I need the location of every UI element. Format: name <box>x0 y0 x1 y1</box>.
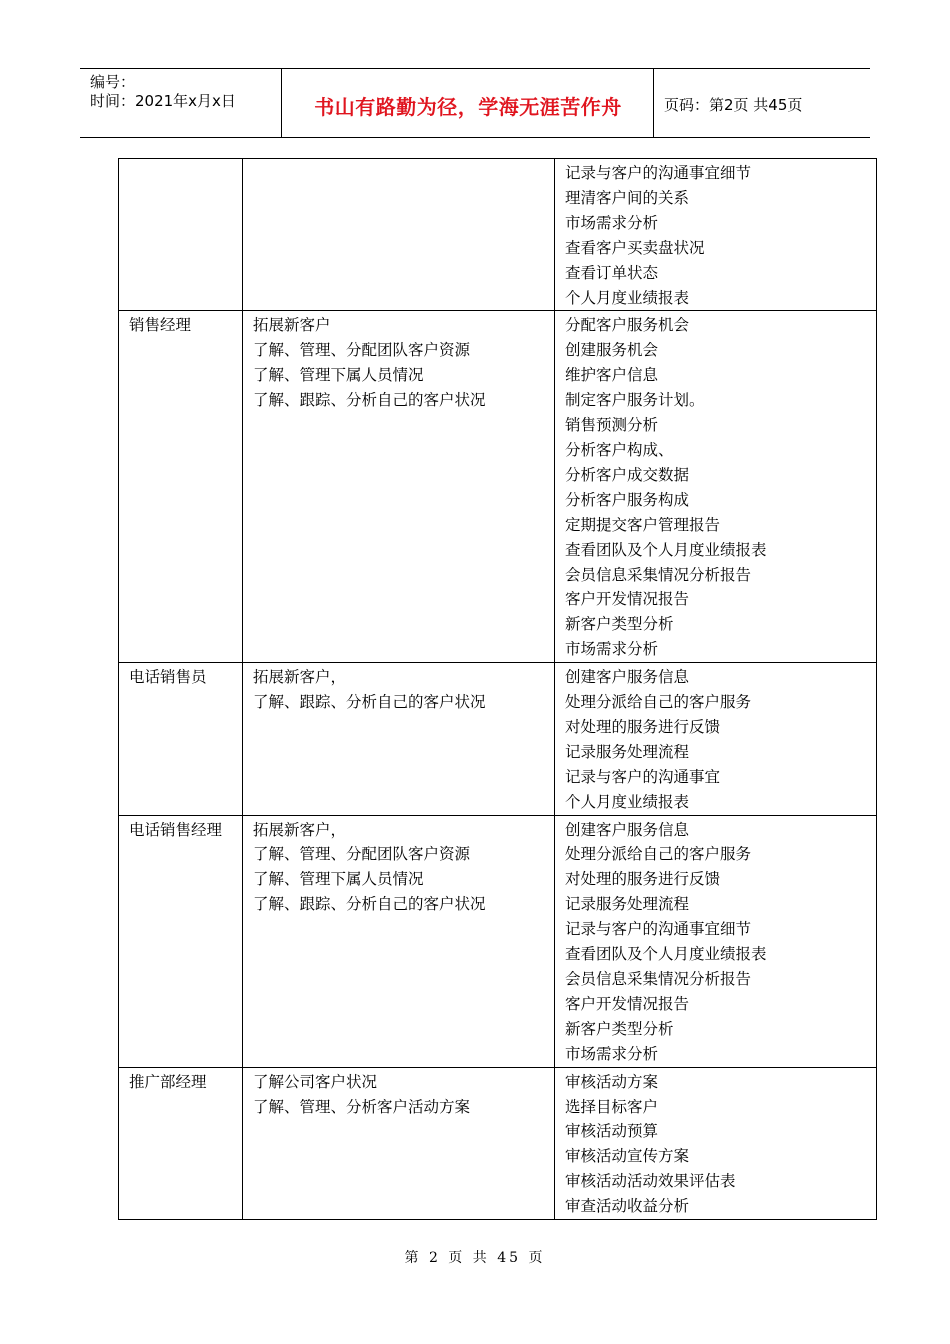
goal-item: 了解、管理、分析客户活动方案 <box>253 1097 471 1116</box>
goal-item: 拓展新客户， <box>253 820 347 839</box>
functions-cell <box>555 311 877 663</box>
function-item: 新客户类型分析 <box>565 615 674 634</box>
function-item: 创建服务机会 <box>565 341 659 360</box>
function-item: 处理分派给自己的客户服务 <box>565 693 752 712</box>
functions-cell <box>555 1067 877 1219</box>
role-name: 销售经理 <box>129 316 192 335</box>
role-function-table <box>118 158 877 1220</box>
goal-item: 了解、跟踪、分析自己的客户状况 <box>253 391 486 410</box>
function-item: 制定客户服务计划。 <box>565 391 705 410</box>
goals-cell <box>243 663 555 815</box>
page-footer: 第 2 页 共 45 页 <box>404 1250 546 1266</box>
functions-cell <box>555 159 877 311</box>
goal-item: 了解、跟踪、分析自己的客户状况 <box>253 895 486 914</box>
role-name: 电话销售员 <box>129 668 207 687</box>
table-row <box>119 815 877 1067</box>
goal-item: 了解、管理下属人员情况 <box>253 870 424 889</box>
table-row <box>119 311 877 663</box>
goals-cell <box>243 159 555 311</box>
document-header <box>80 68 870 138</box>
function-item: 对处理的服务进行反馈 <box>565 717 721 736</box>
function-item: 客户开发情况报告 <box>565 994 690 1013</box>
function-item: 分配客户服务机会 <box>565 316 690 335</box>
function-item: 市场需求分析 <box>565 640 659 659</box>
function-item: 查看订单状态 <box>565 263 659 282</box>
table-row <box>119 159 877 311</box>
goal-item: 了解、管理下属人员情况 <box>253 366 424 385</box>
table-row <box>119 663 877 815</box>
goal-item: 拓展新客户， <box>253 668 347 687</box>
functions-cell <box>555 815 877 1067</box>
functions-cell <box>555 663 877 815</box>
goal-item: 了解、管理、分配团队客户资源 <box>253 341 471 360</box>
header-motto: 书山有路勤为径，学海无涯苦作舟 <box>314 95 622 119</box>
function-item: 审查活动收益分析 <box>565 1197 690 1216</box>
goal-item: 了解、跟踪、分析自己的客户状况 <box>253 693 486 712</box>
function-item: 记录与客户的沟通事宜细节 <box>565 920 752 939</box>
goal-item: 了解公司客户状况 <box>253 1072 378 1091</box>
role-cell <box>119 815 243 1067</box>
function-item: 市场需求分析 <box>565 213 659 232</box>
function-item: 会员信息采集情况分析报告 <box>565 970 752 988</box>
function-item: 审核活动预算 <box>565 1122 659 1141</box>
role-cell <box>119 311 243 663</box>
function-item: 记录与客户的沟通事宜细节 <box>565 164 752 182</box>
function-item: 分析客户构成、 <box>565 440 674 459</box>
goal-item: 拓展新客户 <box>253 316 331 335</box>
function-item: 新客户类型分析 <box>565 1019 674 1038</box>
function-item: 维护客户信息 <box>565 366 659 385</box>
role-name: 推广部经理 <box>129 1072 207 1091</box>
function-item: 个人月度业绩报表 <box>565 792 690 811</box>
function-item: 审核活动方案 <box>565 1072 659 1091</box>
header-page-number: 页码：第2页 共45页 <box>664 96 803 114</box>
function-item: 处理分派给自己的客户服务 <box>565 845 752 864</box>
document-number-label: 编号： <box>90 73 136 91</box>
function-item: 查看团队及个人月度业绩报表 <box>565 945 767 964</box>
function-item: 查看客户买卖盘状况 <box>565 238 705 257</box>
function-item: 记录服务处理流程 <box>565 895 690 914</box>
function-item: 创建客户服务信息 <box>565 820 690 839</box>
role-name: 电话销售经理 <box>129 820 223 839</box>
role-cell <box>119 1067 243 1219</box>
function-item: 个人月度业绩报表 <box>565 288 690 307</box>
function-item: 审核活动活动效果评估表 <box>565 1172 736 1191</box>
role-cell <box>119 159 243 311</box>
goals-cell <box>243 311 555 663</box>
document-date-label: 时间：2021年x月x日 <box>90 92 236 110</box>
function-item: 分析客户成交数据 <box>565 465 690 484</box>
function-item: 选择目标客户 <box>565 1097 659 1116</box>
function-item: 对处理的服务进行反馈 <box>565 870 721 889</box>
goals-cell <box>243 1067 555 1219</box>
function-item: 销售预测分析 <box>565 416 659 435</box>
goal-item: 了解、管理、分配团队客户资源 <box>253 845 471 864</box>
function-item: 客户开发情况报告 <box>565 590 690 609</box>
function-item: 审核活动宣传方案 <box>565 1147 690 1166</box>
function-item: 市场需求分析 <box>565 1044 659 1063</box>
header-meta <box>90 73 236 111</box>
table-row <box>119 1067 877 1219</box>
function-item: 分析客户服务构成 <box>565 490 690 509</box>
function-item: 理清客户间的关系 <box>565 188 690 207</box>
function-item: 记录与客户的沟通事宜 <box>565 767 721 786</box>
goals-cell <box>243 815 555 1067</box>
function-item: 查看团队及个人月度业绩报表 <box>565 540 767 559</box>
role-table-body <box>119 159 877 1220</box>
function-item: 定期提交客户管理报告 <box>565 515 721 534</box>
function-item: 会员信息采集情况分析报告 <box>565 565 752 584</box>
function-item: 创建客户服务信息 <box>565 668 690 687</box>
function-item: 记录服务处理流程 <box>565 742 690 761</box>
role-cell <box>119 663 243 815</box>
